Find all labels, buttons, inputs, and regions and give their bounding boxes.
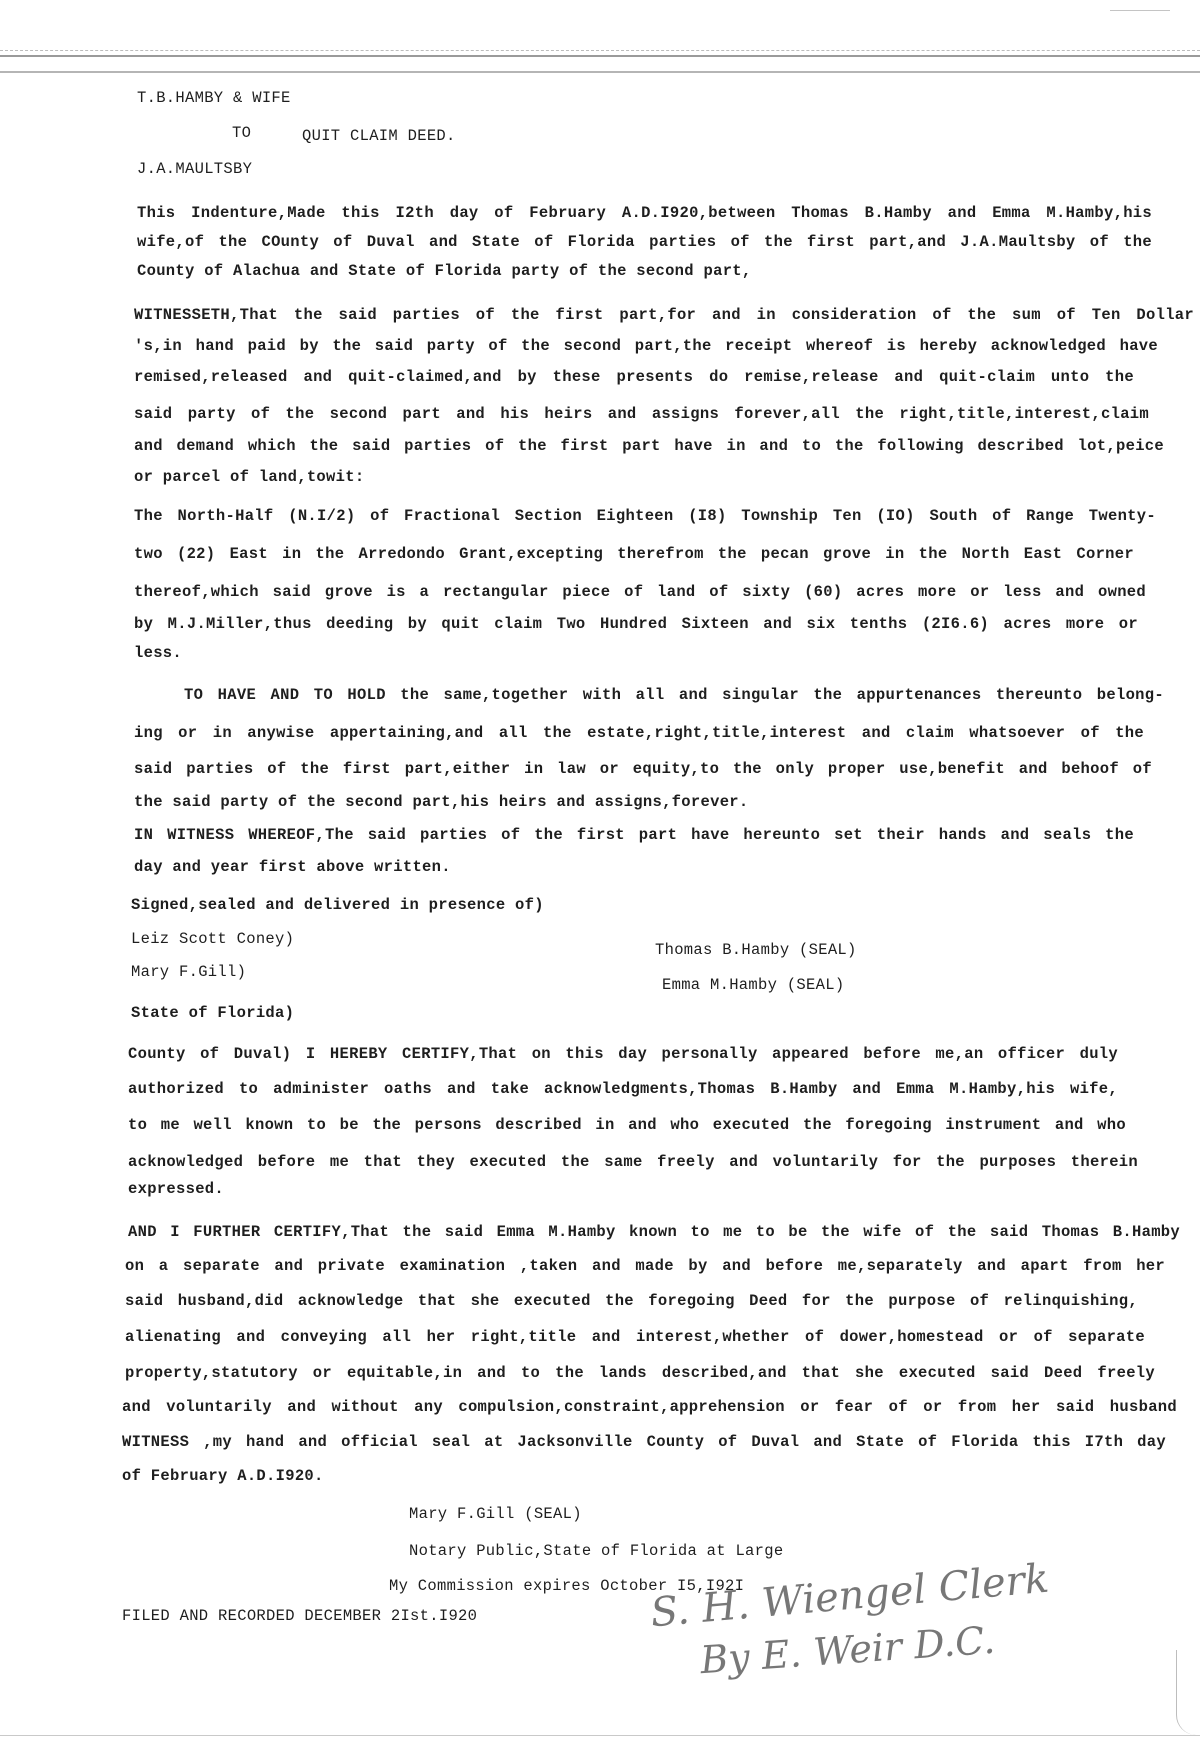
certificate-line-4: to me well known to be the persons described in and who executed the foregoing instrument and who	[128, 1116, 1126, 1134]
signer-2: Emma M.Hamby (SEAL)	[662, 976, 845, 994]
habendum-line-2: ing or in anywise appertaining,and all the estate,right,title,interest and claim whatsoever of the	[134, 724, 1144, 742]
grantor-heading: T.B.HAMBY & WIFE	[137, 89, 291, 107]
page-bottom-edge	[0, 1735, 1200, 1737]
page-right-curl	[1176, 1650, 1200, 1735]
deed-line-7: said party of the second part and his heirs and assigns forever,all the right,title,interest,claim	[134, 405, 1149, 423]
filed-and-recorded: FILED AND RECORDED DECEMBER 2Ist.I920	[122, 1607, 478, 1625]
legal-description-line-4: by M.J.Miller,thus deeding by quit claim Two Hundred Sixteen and six tenths (2I6.6) acres more or	[134, 615, 1138, 633]
certificate-line-14: of February A.D.I920.	[122, 1467, 324, 1485]
legal-description-line-5: less.	[134, 644, 183, 662]
certificate-line-6: expressed.	[128, 1180, 225, 1198]
deed-line-6: remised,released and quit-claimed,and by these presents do remise,release and quit-claim unto the	[134, 368, 1134, 386]
notary-commission: My Commission expires October I5,I92I	[389, 1577, 745, 1595]
deed-line-1: This Indenture,Made this I2th day of February A.D.I920,between Thomas B.Hamby and Emma M.Hamby,his	[137, 204, 1152, 222]
signer-1: Thomas B.Hamby (SEAL)	[655, 941, 857, 959]
habendum-line-4: the said party of the second part,his heirs and assigns,forever.	[134, 793, 749, 811]
deed-line-5: 's,in hand paid by the said party of the second part,the receipt whereof is hereby acknowledged have	[134, 337, 1158, 355]
testimonium-line-1: IN WITNESS WHEREOF,The said parties of the first part have hereunto set their hands and seals the	[134, 826, 1134, 844]
certificate-line-8: on a separate and private examination ,taken and made by and before me,separately and apart from her	[125, 1257, 1165, 1275]
certificate-line-2: County of Duval) I HEREBY CERTIFY,That on this day personally appeared before me,an officer duly	[128, 1045, 1118, 1063]
witness-2: Mary F.Gill)	[131, 963, 247, 981]
to-heading: TO	[232, 124, 252, 142]
legal-description-line-2: two (22) East in the Arredondo Grant,excepting therefrom the pecan grove in the North East Corner	[134, 545, 1134, 563]
page-top-rule	[0, 55, 1200, 73]
page-corner-mark	[1110, 0, 1170, 11]
certificate-line-5: acknowledged before me that they executed the same freely and voluntarily for the purposes therein	[128, 1153, 1138, 1171]
witness-1: Leiz Scott Coney)	[131, 930, 295, 948]
legal-description-line-3: thereof,which said grove is a rectangular piece of land of sixty (60) acres more or less and owned	[134, 583, 1146, 601]
certificate-line-3: authorized to administer oaths and take acknowledgments,Thomas B.Hamby and Emma M.Hamby,his wife,	[128, 1080, 1118, 1098]
certificate-line-13: WITNESS ,my hand and official seal at Jacksonville County of Duval and State of Florida this I7th day	[122, 1433, 1166, 1451]
certificate-line-10: alienating and conveying all her right,title and interest,whether of dower,homestead or of separate	[125, 1328, 1145, 1346]
certificate-line-12: and voluntarily and without any compulsion,constraint,apprehension or fear of or from her said husband	[122, 1398, 1177, 1416]
grantee-heading: J.A.MAULTSBY	[137, 160, 253, 178]
deed-line-2: wife,of the COunty of Duval and State of Florida parties of the first part,and J.A.Maultsby of the	[137, 233, 1152, 251]
deed-line-3: County of Alachua and State of Florida party of the second part,	[137, 262, 752, 280]
deed-line-9: or parcel of land,towit:	[134, 468, 365, 486]
certificate-line-7: AND I FURTHER CERTIFY,That the said Emma M.Hamby known to me to be the wife of the said Thomas B.Hamby	[128, 1223, 1180, 1241]
habendum-line-3: said parties of the first part,either in law or equity,to the only proper use,benefit and behoof of	[134, 760, 1152, 778]
page-top-dotted-rule	[0, 50, 1200, 52]
clerk-signature: S. H. Wiengel Clerk	[648, 1555, 1051, 1637]
notary-name: Mary F.Gill (SEAL)	[409, 1505, 582, 1523]
certificate-line-11: property,statutory or equitable,in and to the lands described,and that she executed said Deed freely	[125, 1364, 1155, 1382]
document-type-heading: QUIT CLAIM DEED.	[302, 127, 456, 145]
attestation-line: Signed,sealed and delivered in presence of)	[131, 896, 544, 914]
habendum-line-1: TO HAVE AND TO HOLD the same,together with all and singular the appurtenances thereunto belong-	[184, 686, 1164, 704]
certificate-line-9: said husband,did acknowledge that she executed the foregoing Deed for the purpose of relinquishing,	[125, 1292, 1138, 1310]
legal-description-line-1: The North-Half (N.I/2) of Fractional Section Eighteen (I8) Township Ten (IO) South of Range Twenty-	[134, 507, 1156, 525]
deed-line-4: WITNESSETH,That the said parties of the first part,for and in consideration of the sum of Ten Dollar	[134, 306, 1194, 324]
deputy-clerk-signature: By E. Weir D.C.	[698, 1617, 997, 1683]
certificate-line-1: State of Florida)	[131, 1004, 295, 1022]
testimonium-line-2: day and year first above written.	[134, 858, 451, 876]
deed-line-8: and demand which the said parties of the first part have in and to the following described lot,peice	[134, 437, 1164, 455]
notary-title: Notary Public,State of Florida at Large	[409, 1542, 784, 1560]
